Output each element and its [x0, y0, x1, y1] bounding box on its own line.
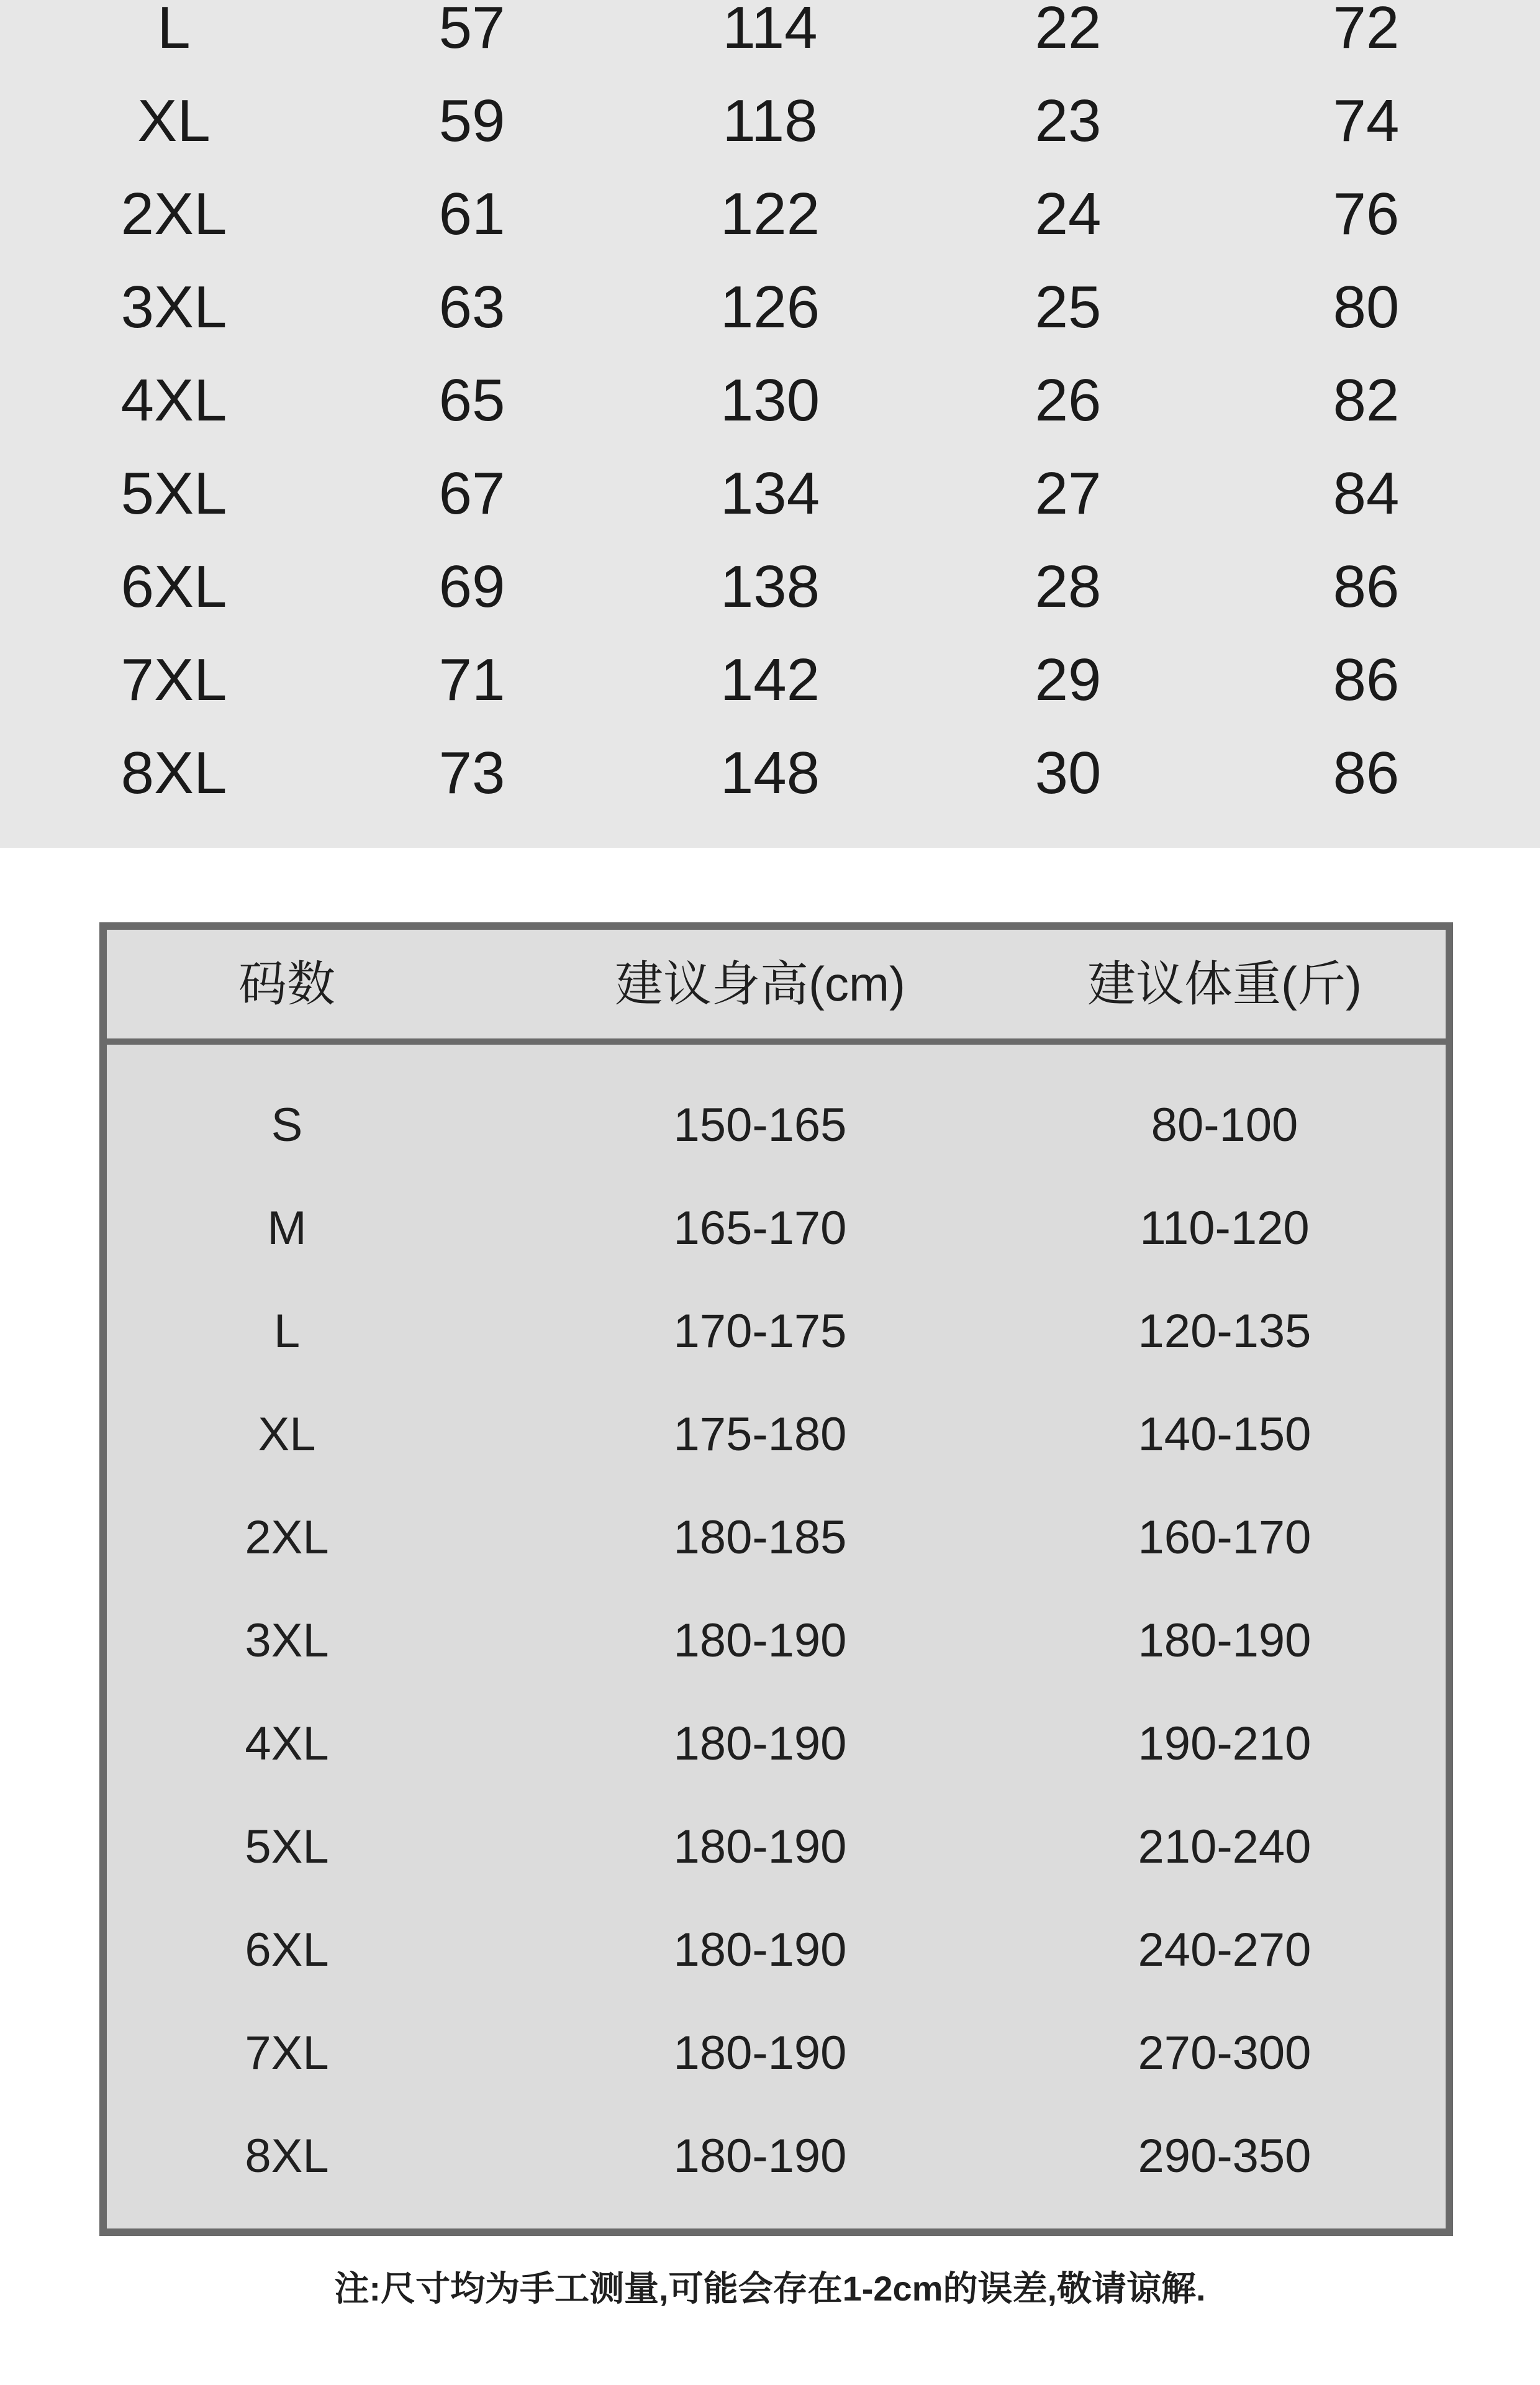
- value-cell: 61: [438, 181, 505, 247]
- value-cell: 27: [1035, 460, 1102, 527]
- value-cell: 86: [1333, 647, 1400, 713]
- height-cell: 180-185: [673, 1511, 847, 1564]
- value-cell: 80: [1333, 274, 1400, 340]
- size-cell: M: [267, 1202, 307, 1255]
- height-cell: 170-175: [673, 1305, 847, 1358]
- size-cell: 7XL: [120, 647, 227, 713]
- value-cell: 122: [720, 181, 820, 247]
- value-cell: 57: [438, 0, 505, 61]
- size-cell: 4XL: [245, 1717, 329, 1770]
- table-row: [0, 540, 1540, 634]
- weight-cell: 160-170: [1138, 1511, 1311, 1564]
- value-cell: 84: [1333, 460, 1400, 527]
- table-row: [107, 1074, 1446, 1177]
- value-cell: 23: [1035, 88, 1102, 154]
- value-cell: 59: [438, 88, 505, 154]
- value-cell: 73: [438, 740, 505, 806]
- weight-cell: 240-270: [1138, 1924, 1311, 1976]
- weight-cell: 180-190: [1138, 1614, 1311, 1667]
- header-size: 码数: [238, 956, 335, 1011]
- value-cell: 69: [438, 553, 505, 620]
- value-cell: 114: [722, 0, 818, 61]
- table-row: [0, 447, 1540, 540]
- value-cell: 86: [1333, 740, 1400, 806]
- header-weight: 建议体重(斤): [1087, 956, 1362, 1011]
- table-row: [0, 168, 1540, 261]
- value-cell: 71: [438, 647, 505, 713]
- weight-cell: 110-120: [1139, 1202, 1310, 1255]
- size-cell: S: [271, 1099, 303, 1152]
- value-cell: 130: [720, 367, 820, 434]
- weight-cell: 210-240: [1138, 1820, 1311, 1873]
- size-cell: L: [273, 1305, 301, 1358]
- value-cell: 24: [1035, 181, 1102, 247]
- value-cell: 74: [1333, 88, 1400, 154]
- table-row: [107, 1692, 1446, 1796]
- table-row: [0, 634, 1540, 727]
- weight-cell: 140-150: [1138, 1408, 1311, 1461]
- size-cell: 2XL: [245, 1511, 329, 1564]
- value-cell: 86: [1333, 553, 1400, 620]
- value-cell: 30: [1035, 740, 1102, 806]
- size-cell: 8XL: [245, 2130, 329, 2183]
- measurement-note: 注:尺寸均为手工测量,可能会存在1-2cm的误差,敬请谅解.: [334, 2269, 1206, 2308]
- table-row: [107, 1486, 1446, 1589]
- value-cell: 72: [1333, 0, 1400, 61]
- height-cell: 180-190: [673, 2130, 847, 2183]
- value-cell: 148: [720, 740, 820, 806]
- value-cell: 118: [722, 88, 818, 154]
- size-cell: 5XL: [120, 460, 227, 527]
- weight-cell: 290-350: [1138, 2130, 1311, 2183]
- size-cell: 6XL: [120, 553, 227, 620]
- value-cell: 126: [720, 274, 820, 340]
- value-cell: 28: [1035, 553, 1102, 620]
- table-row: [107, 2002, 1446, 2105]
- table-row: [107, 2105, 1446, 2208]
- value-cell: 65: [438, 367, 505, 434]
- value-cell: 25: [1035, 274, 1102, 340]
- value-cell: 63: [438, 274, 505, 340]
- size-cell: 3XL: [245, 1614, 329, 1667]
- size-cell: 5XL: [245, 1820, 329, 1873]
- height-cell: 165-170: [673, 1202, 847, 1255]
- table-row: [0, 727, 1540, 820]
- weight-cell: 120-135: [1138, 1305, 1311, 1358]
- size-cell: 3XL: [120, 274, 227, 340]
- table-row: [0, 0, 1540, 75]
- height-cell: 180-190: [673, 1924, 847, 1976]
- size-cell: XL: [137, 88, 211, 154]
- value-cell: 67: [438, 460, 505, 527]
- height-cell: 180-190: [673, 2027, 847, 2079]
- table-row: [107, 1177, 1446, 1280]
- size-cell: L: [157, 0, 191, 61]
- size-cell: 8XL: [120, 740, 227, 806]
- value-cell: 76: [1333, 181, 1400, 247]
- table-row: [107, 1899, 1446, 2002]
- table-row: [0, 354, 1540, 447]
- header-height: 建议身高(cm): [615, 956, 905, 1011]
- height-cell: 150-165: [673, 1099, 847, 1152]
- size-cell: 4XL: [120, 367, 227, 434]
- weight-cell: 80-100: [1151, 1099, 1298, 1152]
- size-recommendation-table: [99, 922, 1453, 2236]
- value-cell: 142: [720, 647, 820, 713]
- value-cell: 82: [1333, 367, 1400, 434]
- height-cell: 180-190: [673, 1717, 847, 1770]
- height-cell: 180-190: [673, 1614, 847, 1667]
- table-row: [107, 1796, 1446, 1899]
- value-cell: 29: [1035, 647, 1102, 713]
- weight-cell: 190-210: [1138, 1717, 1311, 1770]
- value-cell: 138: [720, 553, 820, 620]
- height-cell: 180-190: [673, 1820, 847, 1873]
- table-row: [107, 1383, 1446, 1486]
- size-cell: XL: [258, 1408, 316, 1461]
- size-cell: 6XL: [245, 1924, 329, 1976]
- table-header: [107, 930, 1446, 1045]
- value-cell: 26: [1035, 367, 1102, 434]
- weight-cell: 270-300: [1138, 2027, 1311, 2079]
- table-row: [0, 261, 1540, 354]
- table-row: [0, 75, 1540, 168]
- height-cell: 175-180: [673, 1408, 847, 1461]
- table-row: [107, 1589, 1446, 1692]
- size-cell: 7XL: [245, 2027, 329, 2079]
- table-row: [107, 1280, 1446, 1383]
- value-cell: 22: [1035, 0, 1102, 61]
- value-cell: 134: [720, 460, 820, 527]
- measurement-table: [0, 0, 1540, 848]
- size-cell: 2XL: [120, 181, 227, 247]
